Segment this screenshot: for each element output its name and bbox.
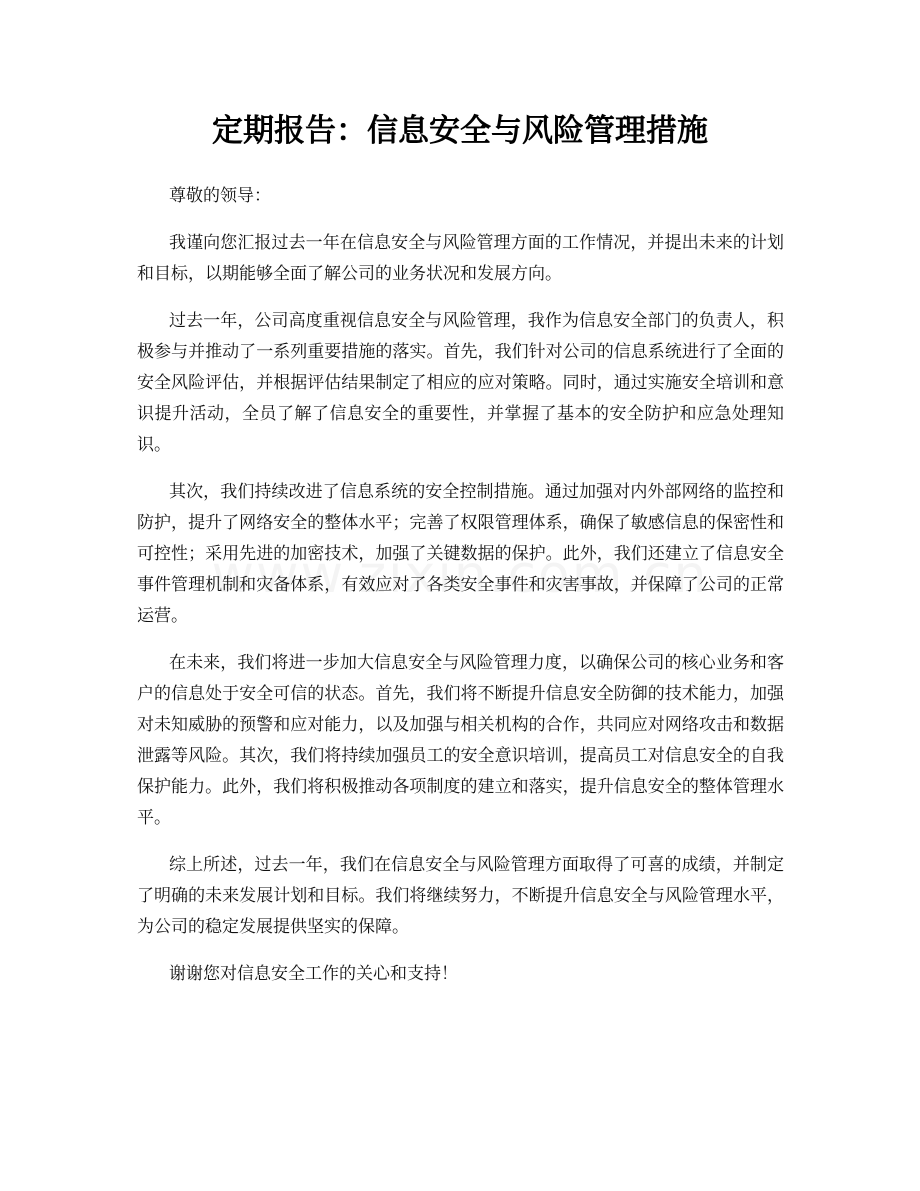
paragraph-summary: 综上所述，过去一年，我们在信息安全与风险管理方面取得了可喜的成绩，并制定了明确的未来发展计划和目标。我们将继续努力，不断提升信息安全与风险管理水平，为公司的稳定发展提供坚实的保障。 (137, 855, 784, 937)
paragraph-past-year: 过去一年，公司高度重视信息安全与风险管理，我作为信息安全部门的负责人，积极参与并推动了一系列重要措施的落实。首先，我们针对公司的信息系统进行了全面的安全风险评估，并根据评估结果制定了相应的应对策略。同时，通过实施安全培训和意识提升活动，全员了解了信息安全的重要性，并掌握了基本的安全防护和应急处理知识。 (137, 311, 784, 455)
paragraph-intro: 我谨向您汇报过去一年在信息安全与风险管理方面的工作情况，并提出未来的计划和目标，以期能够全面了解公司的业务状况和发展方向。 (137, 233, 784, 284)
document-body (137, 181, 784, 1006)
document-title: 定期报告：信息安全与风险管理措施 (212, 113, 708, 149)
salutation: 尊敬的领导： (169, 186, 271, 206)
closing-thanks: 谢谢您对信息安全工作的关心和支持！ (169, 964, 458, 984)
paragraph-future: 在未来，我们将进一步加大信息安全与风险管理力度，以确保公司的核心业务和客户的信息处于安全可信的状态。首先，我们将不断提升信息安全防御的技术能力，加强对未知威胁的预警和应对能力，以及加强与相关机构的合作，共同应对网络攻击和数据泄露等风险。其次，我们将持续加强员工的安全意识培训，提高员工对信息安全的自我保护能力。此外，我们将积极推动各项制度的建立和落实，提升信息安全的整体管理水平。 (137, 653, 784, 828)
paragraph-controls: 其次，我们持续改进了信息系统的安全控制措施。通过加强对内外部网络的监控和防护，提升了网络安全的整体水平；完善了权限管理体系，确保了敏感信息的保密性和可控性；采用先进的加密技术，加强了关键数据的保护。此外，我们还建立了信息安全事件管理机制和灾备体系，有效应对了各类安全事件和灾害事故，并保障了公司的正常运营。 (137, 482, 784, 626)
